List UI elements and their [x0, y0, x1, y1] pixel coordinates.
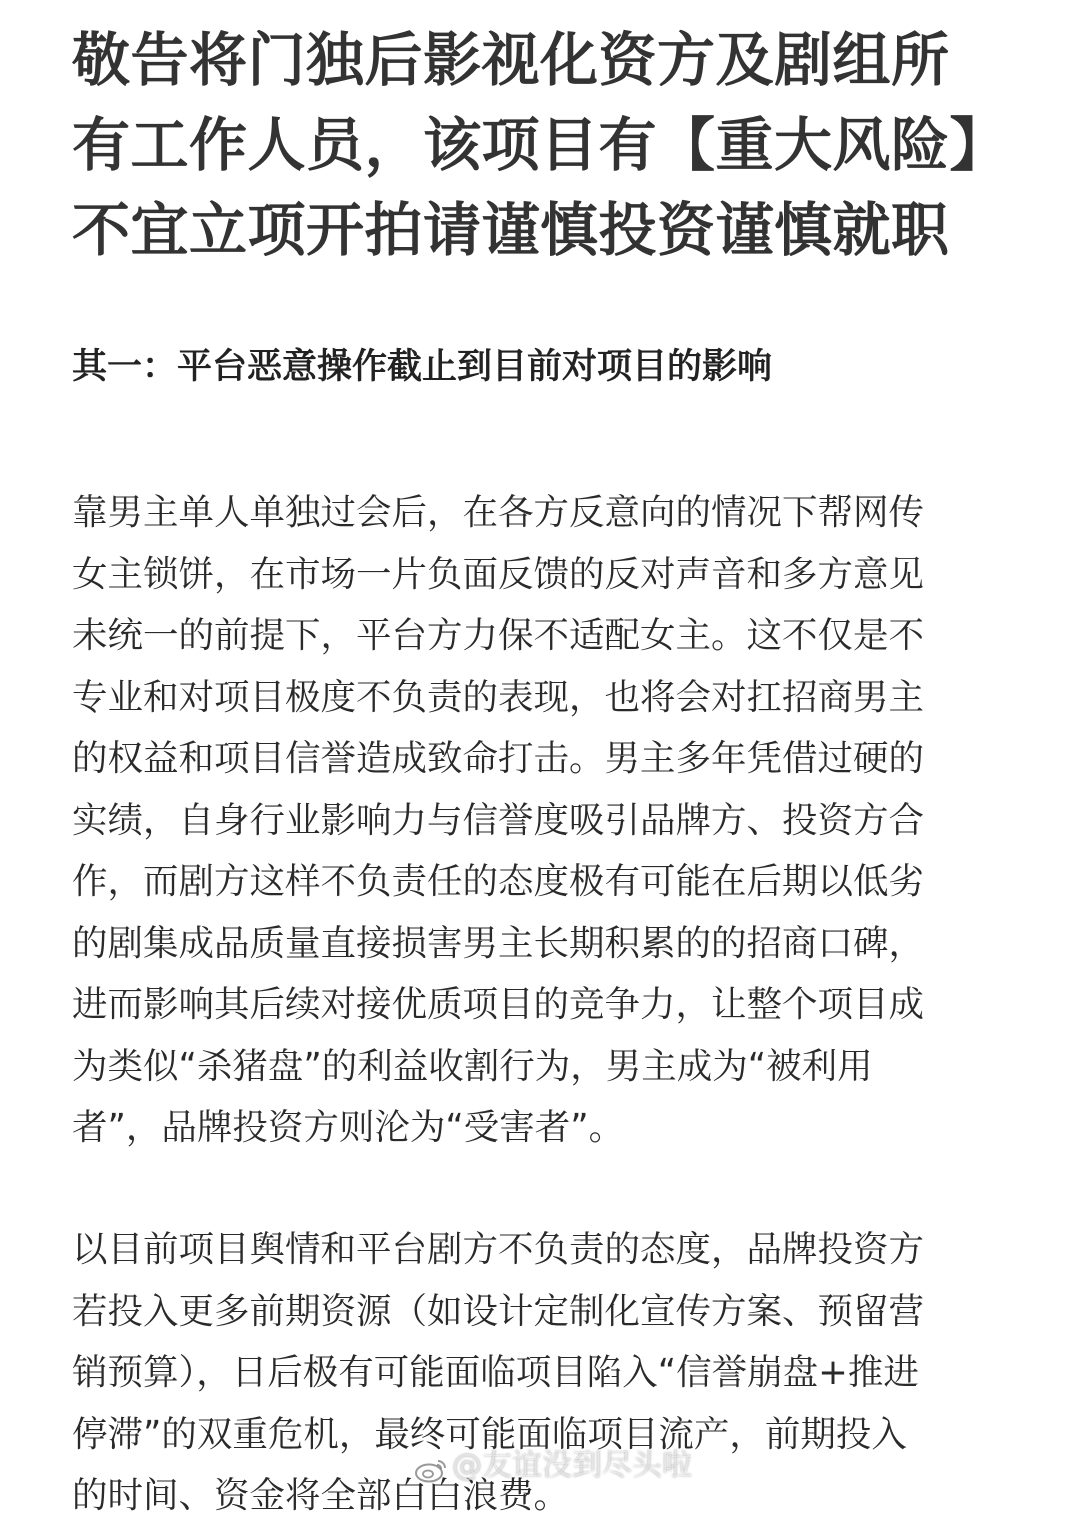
paragraph-line: 以目前项目舆情和平台剧方不负责的态度，品牌投资方 — [72, 1229, 925, 1270]
paragraph-line: 进而影响其后续对接优质项目的竞争力，让整个项目成 — [72, 984, 925, 1025]
paragraph-line: 为类似“杀猪盘”的利益收割行为，男主成为“被利用 — [72, 1045, 873, 1087]
paragraph-line: 作，而剧方这样不负责任的态度极有可能在后期以低劣 — [72, 861, 925, 902]
document-title — [72, 18, 1012, 273]
title-line: 有工作人员，该项目有【重大风险】 — [72, 111, 1009, 179]
title-line: 敬告将门独后影视化资方及剧组所 — [72, 26, 950, 94]
paragraph-line: 销预算），日后极有可能面临项目陷入“信誉崩盘+推进 — [72, 1352, 919, 1393]
paragraph-line: 者”，品牌投资方则沦为“受害者”。 — [72, 1107, 625, 1148]
paragraph-line: 的权益和项目信誉造成致命打击。男主多年凭借过硬的 — [72, 738, 925, 779]
section-heading: 其一：平台恶意操作截止到目前对项目的影响 — [72, 347, 773, 387]
paragraph-line: 的剧集成品质量直接损害男主长期积累的的招商口碑， — [72, 922, 925, 964]
paragraph-line: 靠男主单人单独过会后，在各方反意向的情况下帮网传 — [72, 492, 925, 533]
paragraph-1 — [72, 482, 924, 1159]
weibo-watermark — [414, 1446, 692, 1486]
paragraph-line: 实绩，自身行业影响力与信誉度吸引品牌方、投资方合 — [72, 799, 925, 841]
title-line: 不宜立项开拍请谨慎投资谨慎就职 — [72, 196, 950, 264]
paragraph-line: 专业和对项目极度不负责的表现，也将会对扛招商男主 — [72, 676, 925, 718]
paragraph-line: 若投入更多前期资源（如设计定制化宣传方案、预留营 — [72, 1290, 925, 1332]
paragraph-line: 的时间、资金将全部白白浪费。 — [72, 1475, 570, 1516]
paragraph-line: 女主锁饼，在市场一片负面反馈的反对声音和多方意见 — [72, 553, 925, 595]
paragraph-line: 未统一的前提下，平台方力保不适配女主。这不仅是不 — [72, 615, 925, 656]
watermark-text: @友谊没到尽头啦 — [452, 1448, 692, 1483]
weibo-icon — [414, 1454, 448, 1480]
paragraph-line: 停滞”的双重危机，最终可能面临项目流产，前期投入 — [72, 1413, 907, 1455]
